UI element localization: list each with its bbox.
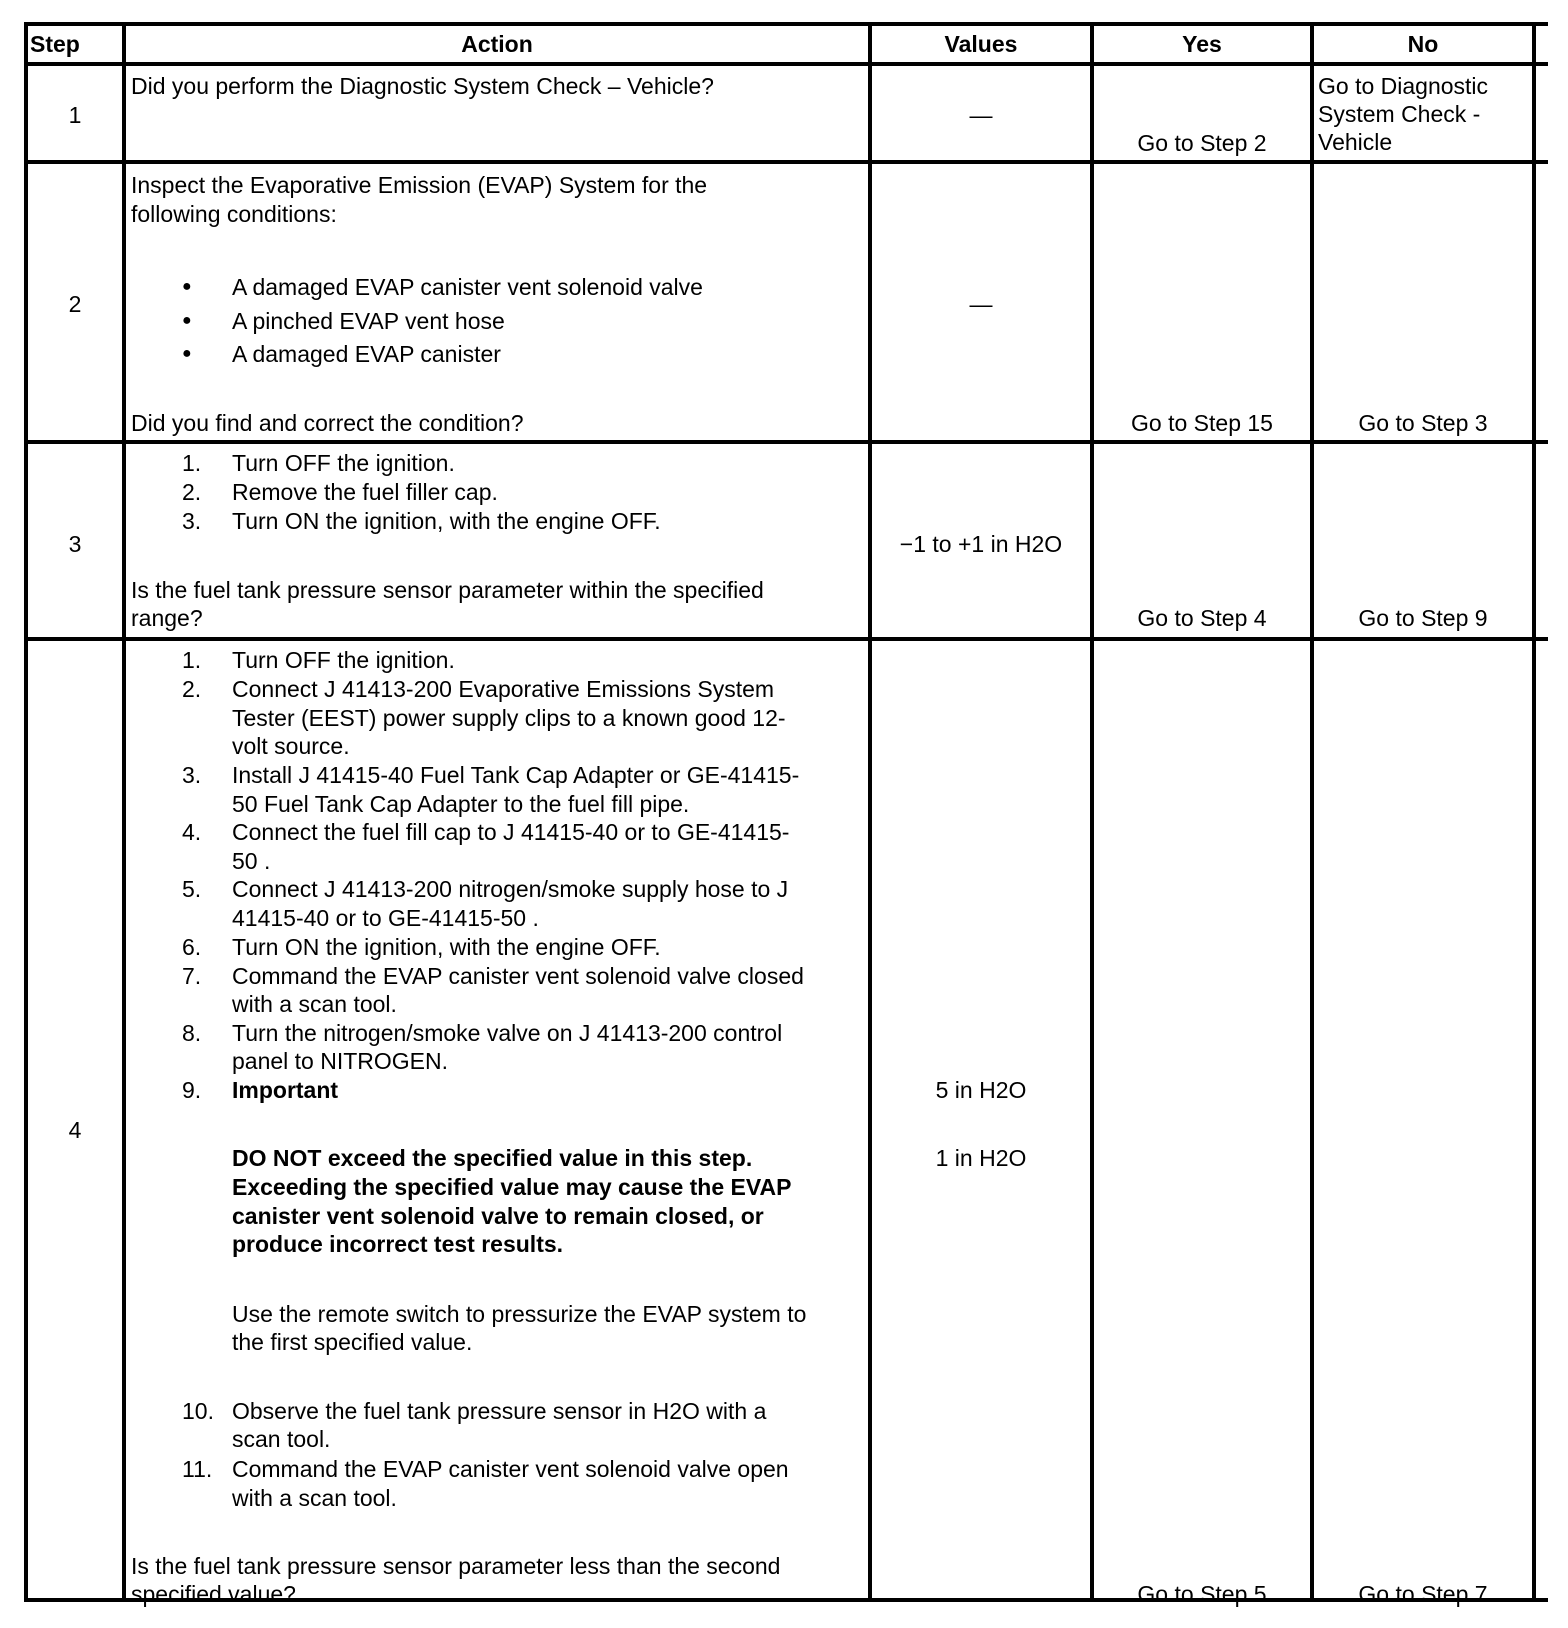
list-item: Use the remote switch to pressurize the EVAP system to (232, 1301, 807, 1327)
header-yes: Yes (1182, 31, 1222, 57)
list-item: Turn ON the ignition, with the engine OFF. (232, 508, 661, 534)
warning-text: produce incorrect test results. (232, 1231, 564, 1257)
list-item: Connect J 41413-200 Evaporative Emissions System (232, 676, 775, 702)
value-range: −1 to +1 in H2O (899, 531, 1063, 557)
list-item: Connect the fuel fill cap to J 41415-40 or to GE-41415- (232, 819, 790, 845)
yes-goto: Go to Step 4 (1137, 605, 1267, 631)
bullet-item: A damaged EVAP canister (232, 341, 501, 367)
no-goto: Go to Step 9 (1358, 605, 1488, 631)
yes-goto: Go to Step 2 (1137, 130, 1267, 156)
no-goto: System Check - (1318, 101, 1481, 127)
col-divider-step (122, 22, 126, 1602)
value-first: 5 in H2O (935, 1077, 1027, 1103)
list-number: 3. (182, 508, 202, 534)
action-text: following conditions: (131, 201, 337, 227)
row-divider-3 (24, 637, 1548, 641)
list-number: 8. (182, 1020, 202, 1046)
row-divider-2 (24, 440, 1548, 444)
action-question: range? (131, 605, 203, 631)
table-border-left (24, 22, 28, 1602)
list-number: 3. (182, 762, 202, 788)
list-item: with a scan tool. (232, 1485, 397, 1511)
col-divider-values (1090, 22, 1094, 1602)
table-border-top (24, 22, 1548, 26)
list-item: panel to NITROGEN. (232, 1048, 449, 1074)
step-number-3: 3 (68, 531, 82, 557)
header-step: Step (30, 31, 80, 57)
step-number-2: 2 (68, 291, 82, 317)
action-text: Inspect the Evaporative Emission (EVAP) System for the (131, 172, 708, 198)
warning-text: DO NOT exceed the specified value in this step. (232, 1145, 753, 1171)
action-question: Did you find and correct the condition? (131, 410, 524, 436)
warning-text: canister vent solenoid valve to remain closed, or (232, 1203, 764, 1229)
yes-goto: Go to Step 15 (1131, 410, 1273, 436)
bullet: ● (182, 278, 192, 295)
list-number: 9. (182, 1077, 202, 1103)
list-item: Command the EVAP canister vent solenoid valve closed (232, 963, 804, 989)
step-number-1: 1 (68, 102, 82, 128)
list-item: the first specified value. (232, 1329, 473, 1355)
list-item: Install J 41415-40 Fuel Tank Cap Adapter or GE-41415- (232, 762, 800, 788)
important-label: Important (232, 1077, 339, 1103)
step-number-4: 4 (68, 1117, 82, 1143)
bullet: ● (182, 345, 192, 362)
list-number: 7. (182, 963, 202, 989)
list-item: Turn OFF the ignition. (232, 647, 455, 673)
list-item: Turn OFF the ignition. (232, 450, 455, 476)
list-number: 2. (182, 479, 202, 505)
list-number: 6. (182, 934, 202, 960)
list-number: 10. (182, 1398, 214, 1424)
value-second: 1 in H2O (935, 1145, 1027, 1171)
value-dash: — (969, 291, 993, 317)
col-divider-yes (1310, 22, 1314, 1602)
list-item: scan tool. (232, 1426, 331, 1452)
no-goto: Go to Step 3 (1358, 410, 1488, 436)
no-goto: Vehicle (1318, 129, 1393, 155)
action-question: Is the fuel tank pressure sensor parameter less than the second (131, 1553, 781, 1579)
header-divider (24, 62, 1548, 66)
no-goto: Go to Diagnostic (1318, 73, 1489, 99)
list-item: Tester (EEST) power supply clips to a known good 12- (232, 705, 786, 731)
warning-text: Exceeding the specified value may cause the EVAP (232, 1174, 792, 1200)
list-item: 50 . (232, 848, 271, 874)
list-number: 4. (182, 819, 202, 845)
list-item: 50 Fuel Tank Cap Adapter to the fuel fill pipe. (232, 791, 690, 817)
list-number: 11. (182, 1456, 213, 1482)
no-goto: Go to Step 7 (1358, 1581, 1488, 1607)
list-item: Connect J 41413-200 nitrogen/smoke supply hose to J (232, 876, 789, 902)
table-border-right (1532, 22, 1536, 1602)
action-question: specified value? (131, 1581, 296, 1607)
row-divider-1 (24, 160, 1548, 164)
list-item: volt source. (232, 733, 350, 759)
list-item: Remove the fuel filler cap. (232, 479, 498, 505)
list-number: 2. (182, 676, 202, 702)
list-item: 41415-40 or to GE-41415-50 . (232, 905, 539, 931)
bullet-item: A pinched EVAP vent hose (232, 308, 505, 334)
list-item: Command the EVAP canister vent solenoid valve open (232, 1456, 789, 1482)
list-item: Turn the nitrogen/smoke valve on J 41413-200 control (232, 1020, 783, 1046)
yes-goto: Go to Step 5 (1137, 1581, 1267, 1607)
list-number: 1. (182, 647, 202, 673)
header-no: No (1407, 31, 1439, 57)
bullet: ● (182, 312, 192, 329)
list-item: with a scan tool. (232, 991, 397, 1017)
action-question: Is the fuel tank pressure sensor parameter within the specified (131, 577, 764, 603)
list-item: Observe the fuel tank pressure sensor in H2O with a (232, 1398, 767, 1424)
header-values: Values (944, 31, 1018, 57)
list-number: 5. (182, 876, 202, 902)
col-divider-action (868, 22, 872, 1602)
value-dash: — (969, 102, 993, 128)
bullet-item: A damaged EVAP canister vent solenoid valve (232, 274, 703, 300)
list-item: Turn ON the ignition, with the engine OFF. (232, 934, 661, 960)
header-action: Action (461, 31, 533, 57)
list-number: 1. (182, 450, 202, 476)
action-text: Did you perform the Diagnostic System Check – Vehicle? (131, 73, 714, 99)
